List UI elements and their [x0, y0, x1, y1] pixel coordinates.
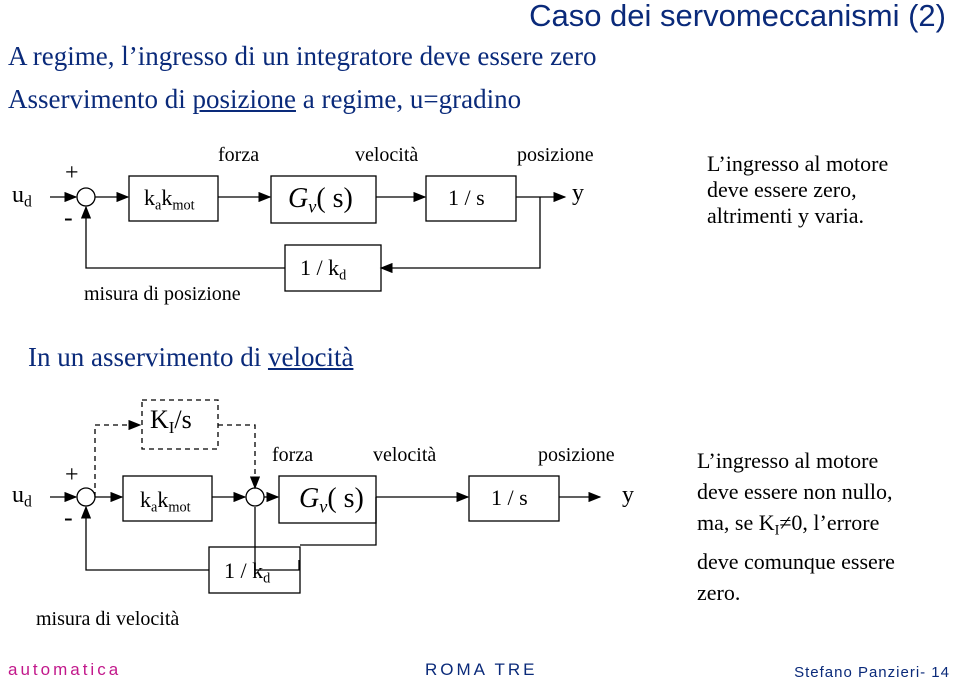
d1-gain: $k_ak_{mot}$: [144, 185, 195, 214]
d2-label-velocita: velocità: [373, 444, 437, 466]
line2-link: posizione: [192, 84, 296, 114]
d1-gv: $G_v$( s): [288, 183, 353, 217]
summing-junction-1: [77, 188, 95, 206]
d1-minus: -: [64, 203, 73, 232]
d2-gv: $G_v$( s): [299, 483, 364, 517]
d2-note: L’ingresso al motore deve essere non nullo, ma, se $K_I\ne 0$, l’errore deve comunque essere zero.: [697, 448, 895, 606]
d2-input: $u_d$: [12, 482, 32, 511]
d2-label-forza: forza: [272, 444, 314, 466]
summing-junction-2: [77, 488, 95, 506]
d1-label-forza: forza: [218, 144, 260, 166]
d1-label-velocita: velocità: [355, 144, 419, 166]
d2-output: y: [622, 482, 634, 508]
d1-feedback-gain: $1 / k_d$: [300, 255, 347, 284]
d1-feedback-label: misura di posizione: [84, 283, 241, 305]
d2-minus: -: [64, 503, 73, 532]
d1-label-posizione: posizione: [517, 144, 594, 166]
section2-heading: In un asservimento di velocità: [28, 342, 354, 372]
slide-title: Caso dei servomeccanismi (2): [529, 0, 946, 33]
statement-integrator: A regime, l’ingresso di un integratore deve essere zero: [8, 41, 597, 71]
d2-plus: +: [65, 462, 79, 488]
d2-integrator: 1 / s: [491, 485, 528, 510]
d2-ki: $K_I/s$: [150, 405, 192, 438]
d2-gain: $k_ak_{mot}$: [140, 487, 191, 516]
line2-pre: Asservimento di: [8, 84, 193, 114]
d1-note: L’ingresso al motore deve essere zero, altrimenti y varia.: [707, 151, 889, 228]
line2-post: a regime, u=gradino: [295, 84, 522, 114]
statement-position: [8, 84, 521, 115]
d2-feedback-gain: $1 / k_d$: [224, 558, 271, 587]
d1-integrator: 1 / s: [448, 185, 485, 210]
d2-label-posizione: posizione: [538, 444, 615, 466]
d1-input: $u_d$: [12, 182, 32, 211]
d1-plus: +: [65, 160, 79, 186]
d1-output: y: [572, 180, 584, 206]
footer-automatica: automatica: [8, 660, 122, 679]
footer-roma-tre: ROMA TRE: [425, 660, 538, 679]
d2-feedback-label: misura di velocità: [36, 608, 180, 630]
footer-author-page: Stefano Panzieri- 14: [794, 664, 950, 681]
summing-junction-3: [246, 488, 264, 506]
